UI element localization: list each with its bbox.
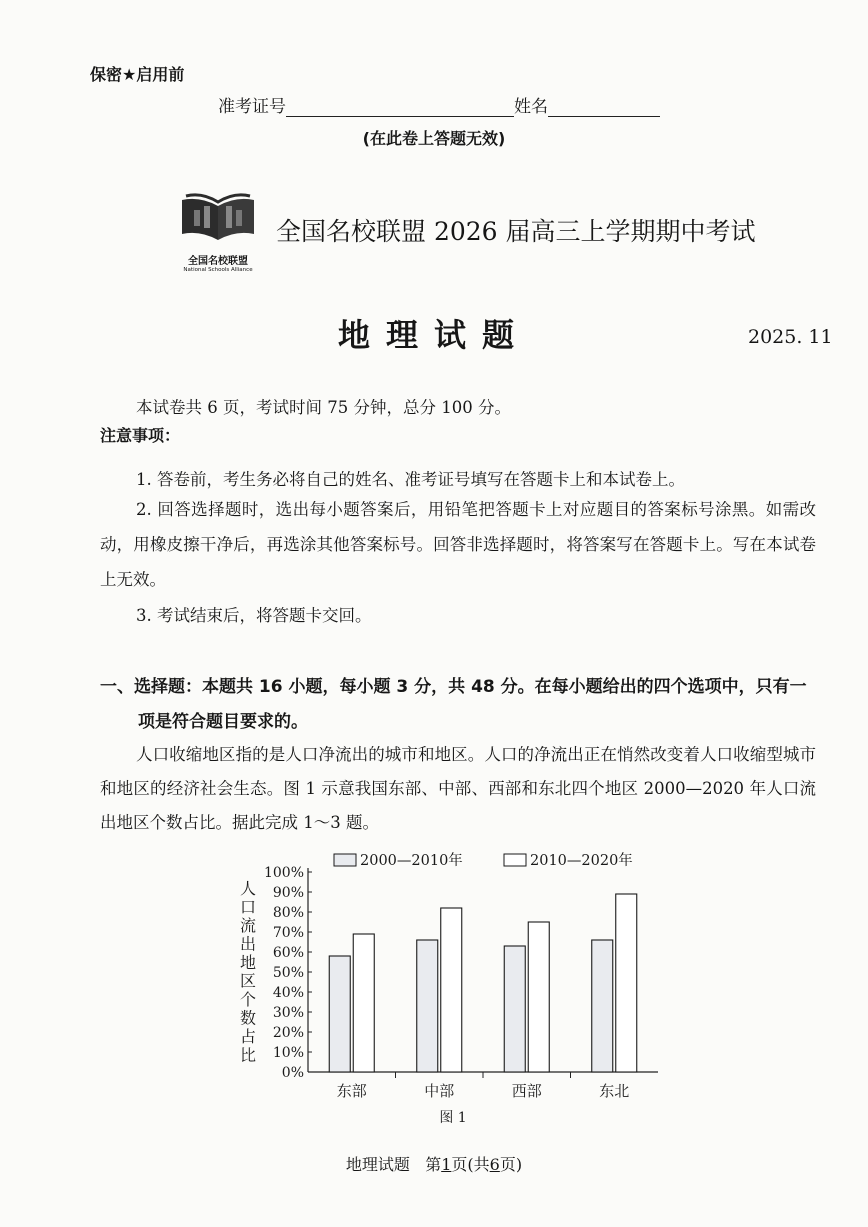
y-axis-label-char: 地: [239, 953, 257, 972]
bar-2000-2010: [504, 946, 525, 1072]
y-axis-label-char: 比: [239, 1045, 257, 1065]
invalid-note: (在此卷上答题无效): [362, 129, 506, 148]
bar-2010-2020: [616, 894, 637, 1072]
legend-swatch: [334, 854, 356, 866]
id-blank: [286, 98, 514, 117]
id-label: 准考证号: [218, 97, 286, 117]
y-tick-label: 10%: [272, 1045, 304, 1061]
chart-svg: [238, 846, 678, 1136]
exam-info: 本试卷共 6 页，考试时间 75 分钟，总分 100 分。: [136, 398, 511, 417]
legend-label: 2000—2010年: [360, 853, 463, 869]
section-heading-line2: 项是符合题目要求的。: [138, 712, 308, 732]
bar-2000-2010: [417, 940, 438, 1072]
logo-name-en: National Schools Alliance: [183, 267, 253, 273]
y-tick-label: 60%: [272, 945, 304, 961]
y-axis-label-char: 口: [239, 897, 257, 917]
chart-caption: 图 1: [439, 1110, 467, 1126]
note-item: 2. 回答选择题时，选出每小题答案后，用铅笔把答题卡上对应题目的答案标号涂黑。如需改动，用橡皮擦干净后，再选涂其他答案标号。回答非选择题时，将答案写在答题卡上。写在本试卷上无效。: [100, 500, 816, 589]
exam-title: 全国名校联盟 2026 届高三上学期期中考试: [276, 217, 756, 246]
bar-2000-2010: [592, 940, 613, 1072]
x-tick-label: 东部: [336, 1082, 367, 1100]
note-item: 3. 考试结束后，将答题卡交回。: [136, 606, 372, 625]
footer-page-mid: 页(共: [451, 1155, 490, 1174]
note-item: 1. 答卷前，考生务必将自己的姓名、准考证号填写在答题卡上和本试卷上。: [136, 470, 685, 489]
footer-page-number: 1: [441, 1155, 452, 1174]
x-tick-label: 西部: [511, 1082, 542, 1100]
section-heading: [100, 670, 816, 740]
y-tick-label: 70%: [272, 925, 304, 941]
logo-name-cn: 全国名校联盟: [188, 256, 248, 267]
book-logo-icon: [176, 190, 260, 246]
y-axis-label-char: 人: [239, 879, 257, 898]
y-tick-label: 20%: [272, 1025, 304, 1041]
y-axis-label-char: 流: [239, 916, 257, 935]
name-blank: [548, 98, 660, 117]
legend-label: 2010—2020年: [530, 853, 633, 869]
y-tick-label: 90%: [272, 885, 304, 901]
bar-2000-2010: [329, 956, 350, 1072]
footer-subject: 地理试题: [345, 1155, 410, 1174]
subject-title: 地理试题: [337, 316, 530, 354]
bar-2010-2020: [528, 922, 549, 1072]
x-tick-label: 东北: [599, 1082, 630, 1100]
footer-page-prefix: 第: [425, 1155, 442, 1174]
y-tick-label: 50%: [272, 965, 304, 981]
y-axis-label-char: 区: [239, 971, 257, 991]
y-axis-label-char: 个: [239, 990, 257, 1009]
confidential-mark: 保密★启用前: [90, 65, 185, 84]
bar-2010-2020: [353, 934, 374, 1072]
x-tick-label: 中部: [424, 1082, 455, 1100]
y-tick-label: 30%: [272, 1005, 304, 1021]
notes-title: 注意事项：: [100, 426, 181, 445]
population-outflow-chart: [238, 846, 678, 1140]
legend-swatch: [504, 854, 526, 866]
y-tick-label: 80%: [272, 905, 304, 921]
candidate-info-line: [218, 92, 660, 117]
question-intro: 人口收缩地区指的是人口净流出的城市和地区。人口的净流出正在悄然改变着人口收缩型城市和地区的经济社会生态。图 1 示意我国东部、中部、西部和东北四个地区 2000—2020 年人口流出地区个数占比。据此完成 1～3 题。: [100, 745, 816, 832]
footer-page-suffix: 页): [499, 1155, 523, 1174]
y-axis-label-char: 出: [239, 934, 257, 954]
page-footer: [0, 1152, 868, 1175]
alliance-logo: [176, 190, 260, 273]
name-label: 姓名: [514, 97, 548, 117]
footer-page-total: 6: [489, 1155, 500, 1174]
y-axis-label-char: 占: [239, 1027, 257, 1046]
y-tick-label: 100%: [263, 865, 304, 881]
exam-date: 2025. 11: [748, 326, 833, 348]
bar-2010-2020: [441, 908, 462, 1072]
y-tick-label: 40%: [272, 985, 304, 1001]
y-tick-label: 0%: [281, 1065, 304, 1081]
section-heading-line1: 一、选择题：本题共 16 小题，每小题 3 分，共 48 分。在每小题给出的四个选项中，只有一: [100, 677, 807, 697]
y-axis-label-char: 数: [239, 1008, 257, 1028]
